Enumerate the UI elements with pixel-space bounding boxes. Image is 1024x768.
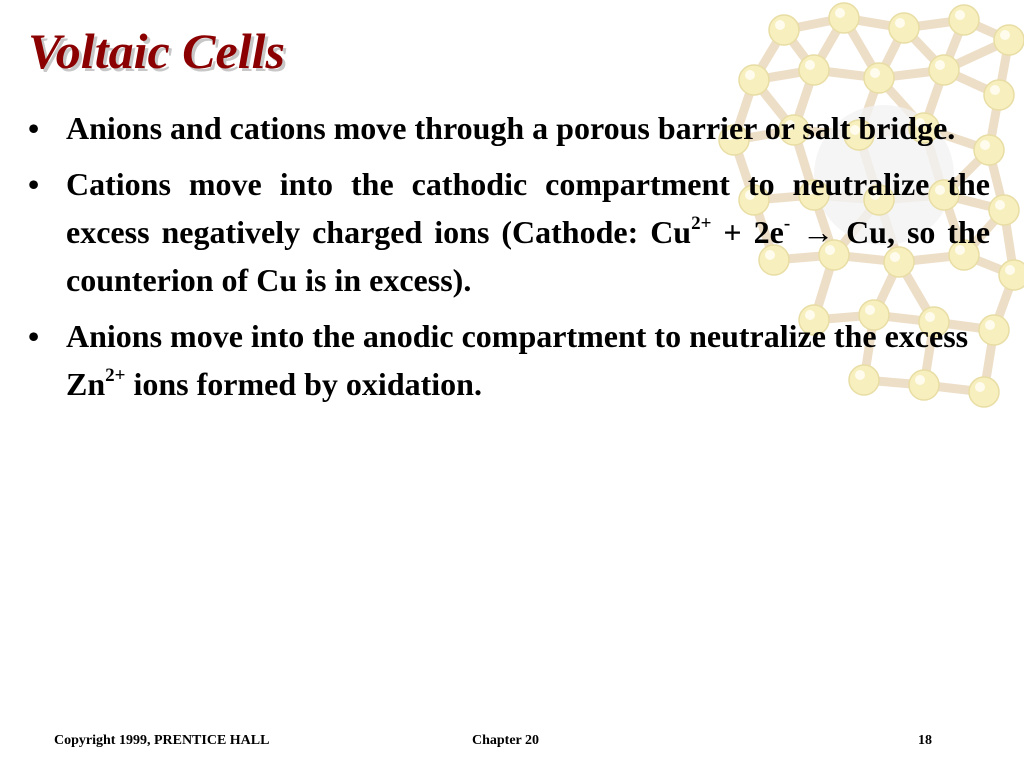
superscript-charge: - bbox=[783, 213, 791, 234]
bullet-item bbox=[28, 160, 990, 304]
bullet-marker: • bbox=[28, 110, 40, 146]
bullet-list bbox=[28, 104, 990, 416]
bullet-marker: • bbox=[28, 166, 40, 202]
bullet-text: Anions move into the anodic compartment to neutralize the excess $Zn^{2+}$ ions formed by oxidation. bbox=[66, 318, 969, 402]
reaction-arrow: → bbox=[802, 214, 835, 250]
bullet-item bbox=[28, 312, 990, 408]
bullet-marker: • bbox=[28, 318, 40, 354]
slide-title: Voltaic Cells bbox=[28, 23, 285, 79]
superscript-charge: 2+ bbox=[105, 365, 126, 386]
bullet-item bbox=[28, 104, 990, 152]
bullet-text: Anions and cations move through a porous barrier or salt bridge. bbox=[66, 110, 956, 146]
footer-chapter: Chapter 20 bbox=[472, 733, 540, 748]
footer-page-number: 18 bbox=[918, 733, 932, 748]
bullet-text: Cations move into the cathodic compartment to neutralize the excess negatively charged ions (Cathode: $Cu^{2+} + 2e^- \to Cu$, so the counterion of Cu is in excess). bbox=[66, 166, 991, 298]
footer-copyright: Copyright 1999, PRENTICE HALL bbox=[54, 733, 270, 748]
superscript-charge: 2+ bbox=[691, 213, 712, 234]
